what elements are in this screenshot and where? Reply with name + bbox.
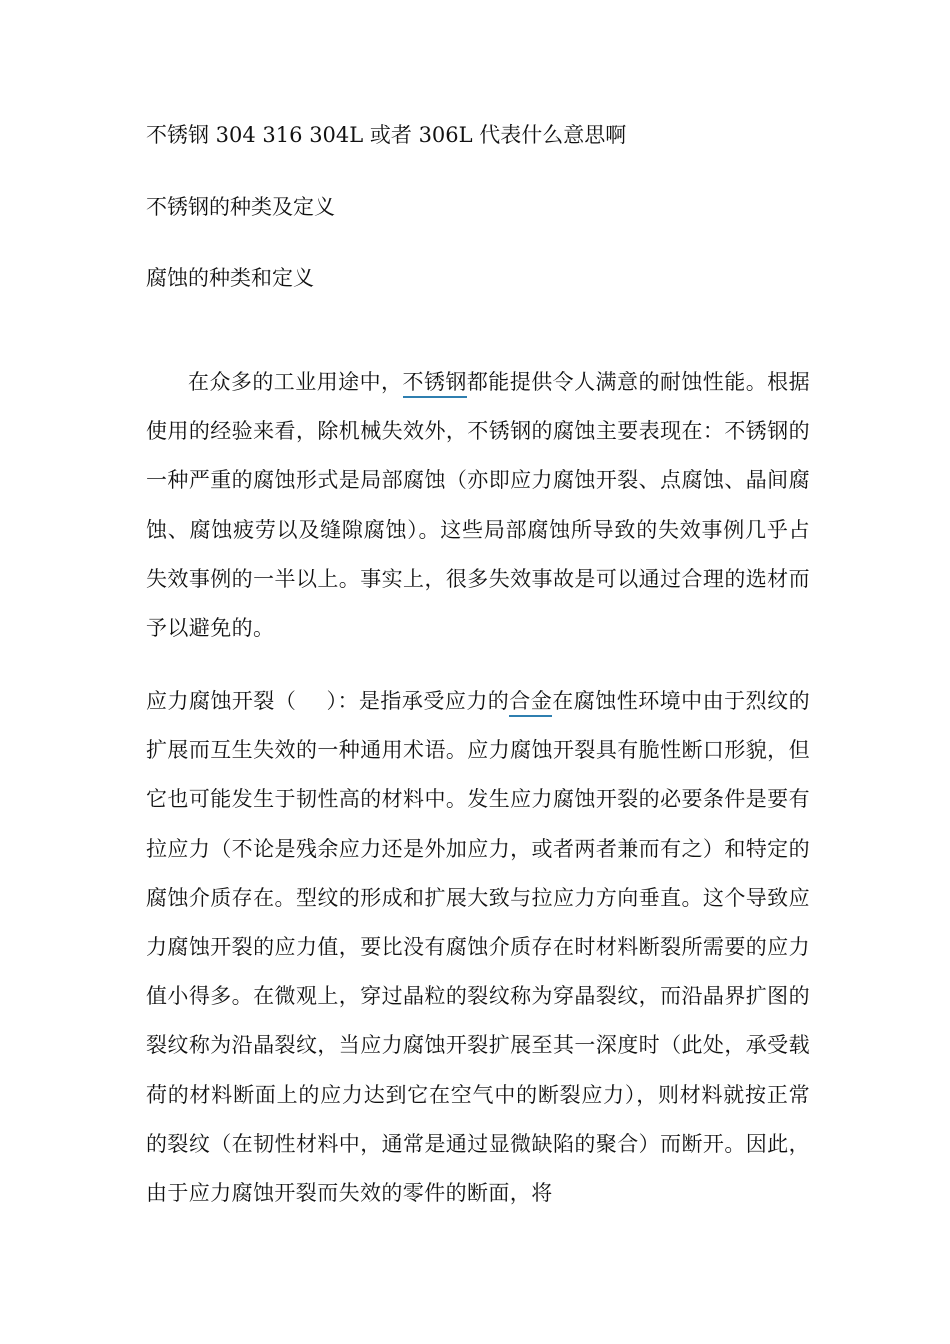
paragraph-intro-body: 都能提供令人满意的耐蚀性能。根据使用的经验来看，除机械失效外，不锈钢的腐蚀主要表现在：不锈钢的一种严重的腐蚀形式是局部腐蚀（亦即应力腐蚀开裂、点腐蚀、晶间腐蚀、腐蚀疲劳以及缝隙腐蚀）。这些局部腐蚀所导致的失效事例几乎占失效事例的一半以上。事实上，很多失效事故是可以通过合理的选材而予以避免的。 [146, 370, 811, 641]
paragraph-intro [146, 358, 810, 653]
section-heading-stainless-types: 不锈钢的种类及定义 [146, 195, 335, 219]
stainless-steel-link[interactable]: 不锈钢 [403, 370, 467, 398]
term-open: 应力腐蚀开裂（ [146, 689, 297, 713]
term-close: ）：是指承受应力的 [326, 689, 510, 713]
paragraph-stress-corrosion [146, 677, 810, 1218]
paragraph-intro-lead: 在众多的工业用途中， [188, 370, 403, 394]
alloy-link[interactable]: 合金 [509, 689, 552, 717]
paragraph-stress-corrosion-body: 在腐蚀性环境中由于烈纹的扩展而互生失效的一种通用术语。应力腐蚀开裂具有脆性断口形貌，但它也可能发生于韧性高的材料中。发生应力腐蚀开裂的必要条件是要有拉应力（不论是残余应力还是外加应力，或者两者兼而有之）和特定的腐蚀介质存在。型纹的形成和扩展大致与拉应力方向垂直。这个导致应力腐蚀开裂的应力值，要比没有腐蚀介质存在时材料断裂所需要的应力值小得多。在微观上，穿过晶粒的裂纹称为穿晶裂纹，而沿晶界扩图的裂纹称为沿晶裂纹，当应力腐蚀开裂扩展至其一深度时（此处，承受载荷的材料断面上的应力达到它在空气中的断裂应力），则材料就按正常的裂纹（在韧性材料中，通常是通过显微缺陷的聚合）而断开。因此，由于应力腐蚀开裂而失效的零件的断面，将 [146, 689, 810, 1206]
document-title: 不锈钢 304 316 304L 或者 306L 代表什么意思啊 [146, 123, 627, 147]
section-heading-corrosion-types: 腐蚀的种类和定义 [146, 266, 314, 290]
